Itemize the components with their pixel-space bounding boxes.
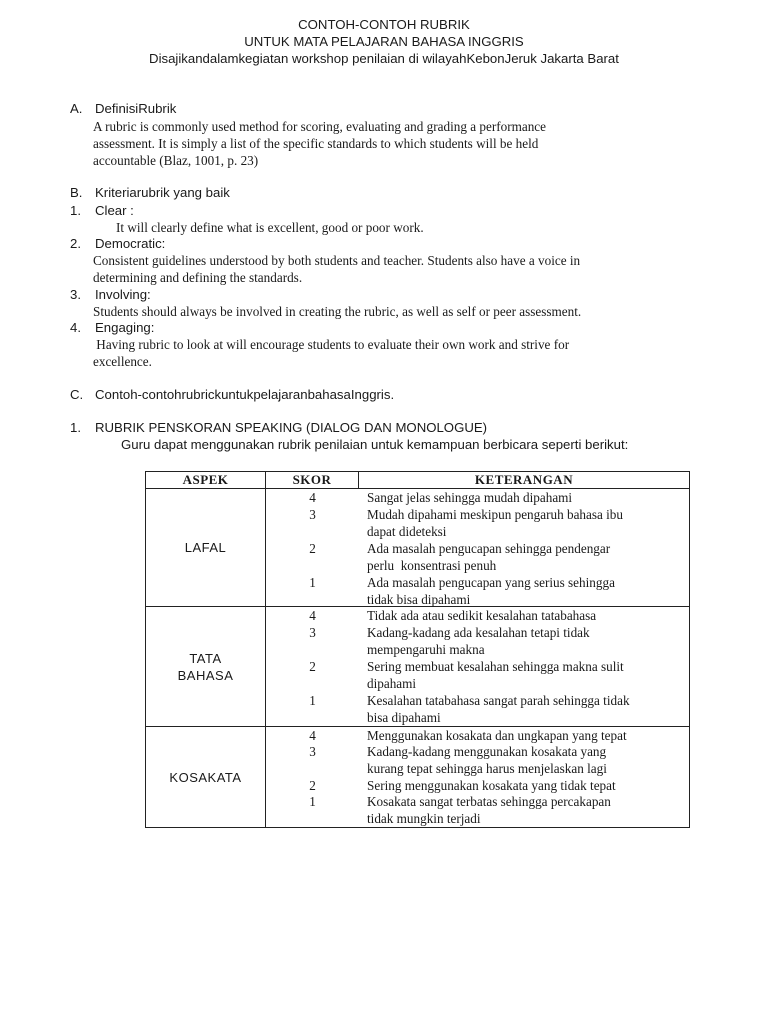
doc-title-line2: UNTUK MATA PELAJARAN BAHASA INGGRIS: [244, 34, 524, 49]
criterion-text-line: Having rubric to look at will encourage students to evaluate their own work and strive for: [93, 337, 570, 352]
score-description: Kadang-kadang menggunakan kosakata yang kurang tepat sehingga harus menjelaskan lagi: [367, 744, 607, 776]
section-c-heading: Contoh-contohrubrickuntukpelajaranbahasaInggris.: [95, 387, 395, 402]
table-header-row: [146, 472, 690, 489]
score-description: Kesalahan tatabahasa sangat parah sehingga tidak bisa dipahami: [367, 693, 630, 725]
section-b-heading: Kriteriarubrik yang baik: [95, 185, 230, 200]
rubric-intro: Guru dapat menggunakan rubrik penilaian untuk kemampuan berbicara seperti berikut:: [121, 437, 629, 452]
score-value: 4: [309, 608, 316, 623]
score-value: 2: [309, 541, 316, 556]
score-description: Sering membuat kesalahan sehingga makna sulit dipahami: [367, 659, 624, 691]
section-a-marker: A.: [70, 101, 83, 116]
section-a-text-line: A rubric is commonly used method for scoring, evaluating and grading a performance: [93, 119, 547, 134]
score-description: Mudah dipahami meskipun pengaruh bahasa ibu dapat dideteksi: [367, 507, 623, 539]
score-description: Kadang-kadang ada kesalahan tetapi tidak mempengaruhi makna: [367, 625, 590, 657]
score-value: 1: [309, 794, 316, 809]
table-row: [146, 727, 690, 828]
score-value: 3: [309, 507, 316, 522]
score-value: 2: [309, 778, 316, 793]
rubric-group-lafal: [266, 489, 689, 606]
rubric-title: RUBRIK PENSKORAN SPEAKING (DIALOG DAN MONOLOGUE): [95, 420, 488, 435]
score-value: 4: [309, 490, 316, 505]
section-a-text-line: accountable (Blaz, 1001, p. 23): [93, 153, 259, 168]
score-description: Ada masalah pengucapan yang serius sehingga tidak bisa dipahami: [367, 575, 615, 607]
doc-title-line3: Disajikandalamkegiatan workshop penilaian di wilayahKebonJeruk Jakarta Barat: [149, 51, 619, 66]
score-value: 3: [309, 625, 316, 640]
score-description: Sering menggunakan kosakata yang tidak tepat: [367, 778, 616, 793]
table-row: [146, 489, 690, 607]
aspek-label: TATA: [189, 650, 222, 666]
score-description: Sangat jelas sehingga mudah dipahami: [367, 490, 573, 505]
table-row: [146, 607, 690, 727]
criterion-text-line: determining and defining the standards.: [93, 270, 303, 285]
score-value: 3: [309, 744, 316, 759]
criterion-text-line: Consistent guidelines understood by both students and teacher. Students also have a voice in: [93, 253, 581, 268]
header-aspek: ASPEK: [146, 472, 266, 489]
score-value: 1: [309, 575, 316, 590]
rubric-table: [145, 471, 690, 828]
aspek-cell: [146, 489, 266, 607]
doc-title-line1: CONTOH-CONTOH RUBRIK: [298, 17, 470, 32]
criterion-label: Involving:: [95, 287, 151, 302]
criterion-text-line: Students should always be involved in creating the rubric, as well as self or peer assessment.: [93, 304, 582, 319]
section-b-marker: B.: [70, 185, 83, 200]
criterion-text-line: excellence.: [93, 354, 152, 369]
rubric-number: 1.: [70, 420, 81, 435]
criterion-number: 2.: [70, 236, 81, 251]
score-description: Ada masalah pengucapan sehingga pendengar perlu konsentrasi penuh: [367, 541, 611, 573]
score-value: 2: [309, 659, 316, 674]
header-keterangan: KETERANGAN: [359, 472, 690, 489]
criterion-number: 1.: [70, 203, 81, 218]
score-value: 4: [309, 728, 316, 743]
aspek-cell: [146, 607, 266, 727]
criterion-number: 4.: [70, 320, 81, 335]
aspek-label: LAFAL: [184, 540, 227, 555]
section-c-marker: C.: [70, 387, 84, 402]
criterion-number: 3.: [70, 287, 81, 302]
criterion-text-line: It will clearly define what is excellent, good or poor work.: [116, 220, 424, 235]
criterion-label: Clear :: [95, 203, 134, 218]
aspek-label: BAHASA: [177, 667, 234, 683]
section-a-heading: DefinisiRubrik: [95, 101, 177, 116]
section-a-text-line: assessment. It is simply a list of the specific standards to which students will be held: [93, 136, 539, 151]
criterion-label: Engaging:: [95, 320, 155, 335]
header-skor: SKOR: [266, 472, 359, 489]
aspek-label: KOSAKATA: [169, 769, 242, 785]
score-value: 1: [309, 693, 316, 708]
rubric-group-tata-bahasa: [266, 607, 689, 726]
score-description: Kosakata sangat terbatas sehingga percakapan tidak mungkin terjadi: [367, 794, 611, 826]
score-description: Menggunakan kosakata dan ungkapan yang tepat: [367, 728, 627, 743]
aspek-cell: [146, 727, 266, 828]
score-description: Tidak ada atau sedikit kesalahan tatabahasa: [367, 608, 597, 623]
criterion-label: Democratic:: [95, 236, 166, 251]
rubric-group-kosakata: [266, 727, 689, 827]
